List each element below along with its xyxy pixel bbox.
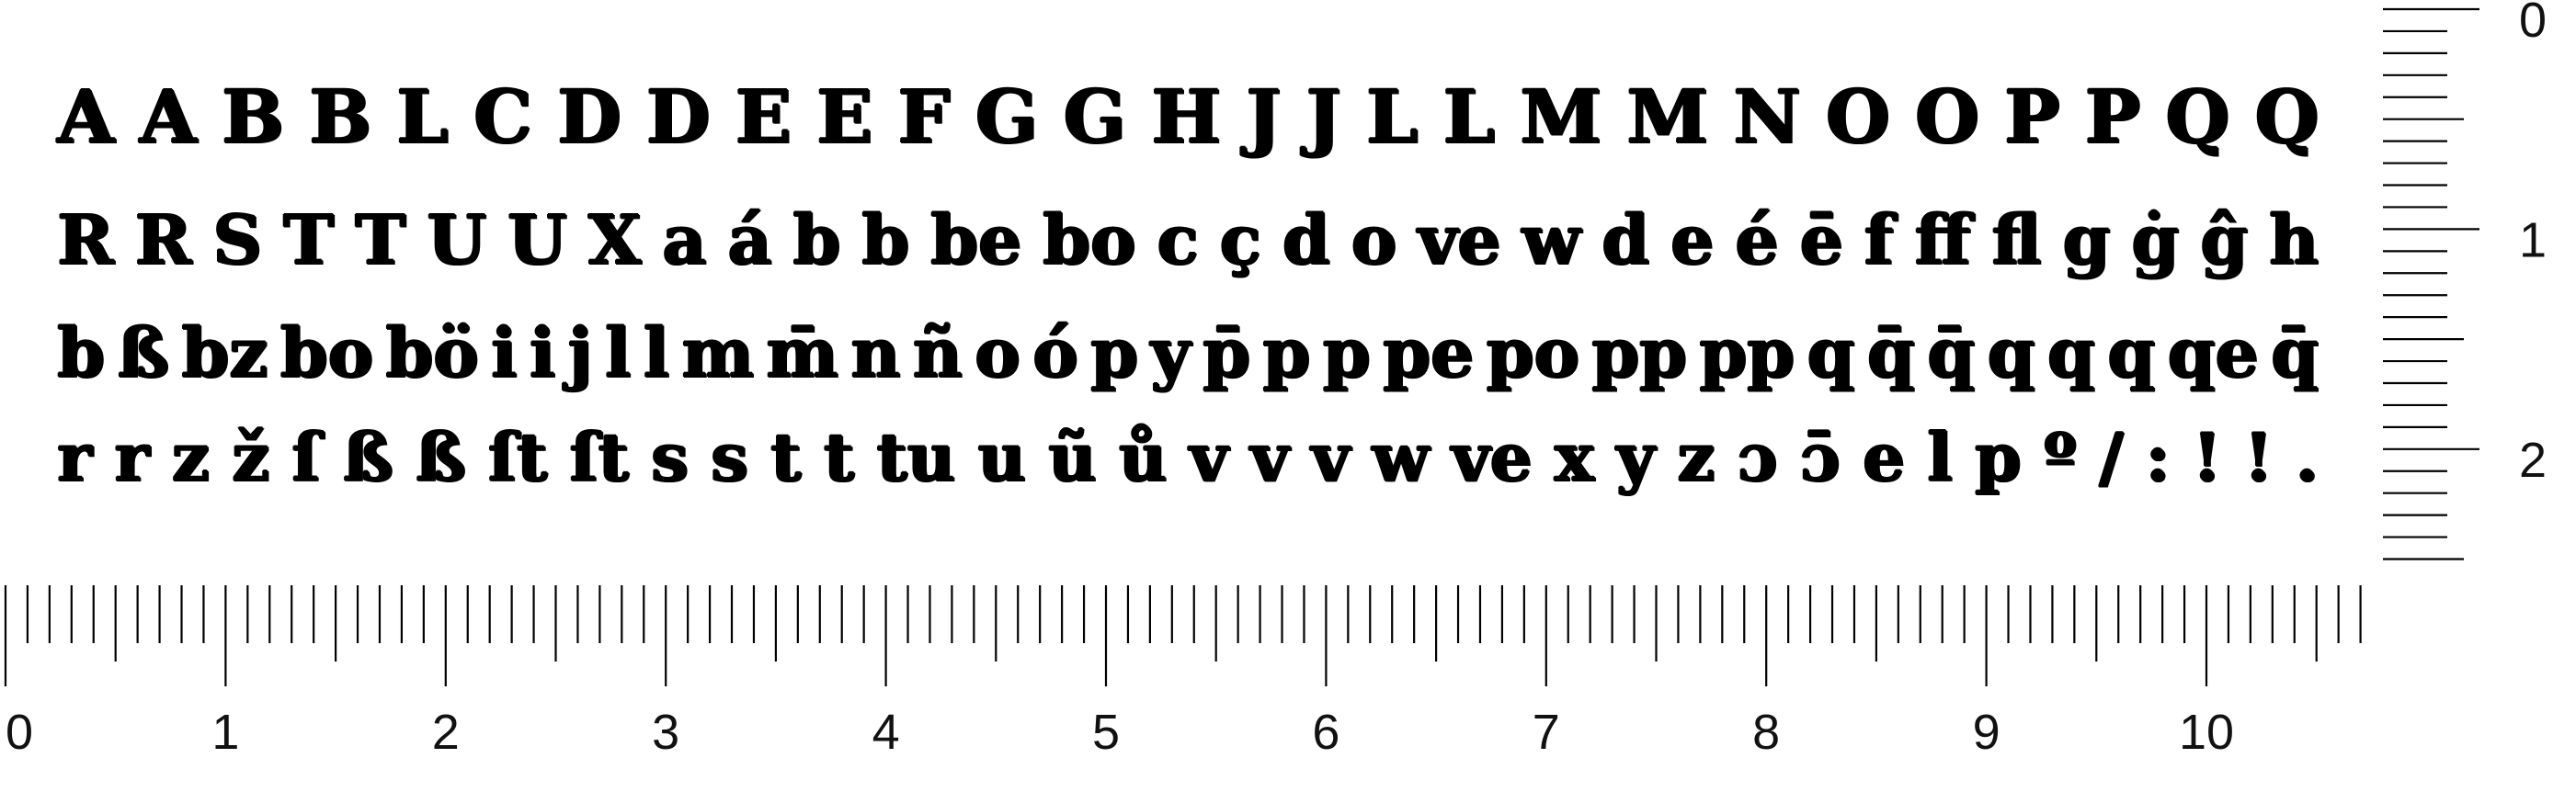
glyph: U bbox=[507, 201, 567, 280]
glyph: i bbox=[491, 314, 518, 393]
glyph: ũ bbox=[1047, 418, 1097, 496]
glyph-row-1 bbox=[57, 66, 2319, 167]
glyph: ve bbox=[1417, 201, 1501, 280]
ruler-label: 2 bbox=[2519, 432, 2548, 488]
glyph: r bbox=[57, 418, 92, 496]
glyph: q bbox=[2046, 314, 2095, 393]
glyph: T bbox=[282, 201, 334, 280]
glyph: w bbox=[1522, 201, 1580, 280]
glyph: b bbox=[57, 314, 105, 393]
glyph: o bbox=[1351, 201, 1396, 280]
glyph: ġ bbox=[2131, 201, 2179, 280]
glyph: á bbox=[727, 201, 772, 280]
glyph: N bbox=[1733, 74, 1801, 160]
glyph: S bbox=[212, 201, 262, 280]
glyph: o bbox=[975, 314, 1020, 393]
glyph: q bbox=[2107, 314, 2155, 393]
glyph: C bbox=[473, 74, 532, 160]
glyph: x bbox=[1554, 418, 1594, 496]
glyph: G bbox=[975, 74, 1038, 160]
glyph: M bbox=[1520, 74, 1601, 160]
glyph: l bbox=[1927, 418, 1953, 496]
glyph: m bbox=[681, 314, 754, 393]
glyph: e bbox=[1670, 201, 1714, 280]
glyph: ve bbox=[1451, 418, 1533, 496]
glyph: ɔ bbox=[1737, 418, 1778, 496]
glyph: X bbox=[587, 201, 641, 280]
glyph: E bbox=[735, 74, 792, 160]
glyph: s bbox=[651, 418, 689, 496]
glyph: D bbox=[645, 74, 711, 160]
glyph: ů bbox=[1118, 418, 1168, 496]
glyph: h bbox=[2268, 201, 2319, 280]
glyph: j bbox=[567, 314, 593, 393]
glyph: pp bbox=[1699, 314, 1795, 393]
glyph-row-4 bbox=[57, 407, 2319, 508]
glyph: O bbox=[1914, 74, 1979, 160]
ruler-label: 3 bbox=[652, 705, 680, 760]
ruler-label: 4 bbox=[872, 705, 900, 760]
glyph: J bbox=[1246, 74, 1282, 160]
ruler-label: 0 bbox=[2519, 0, 2548, 48]
ruler-label: 10 bbox=[2178, 705, 2235, 760]
glyph: g bbox=[2062, 201, 2111, 280]
glyph: q bbox=[1807, 314, 1855, 393]
ruler-label: 9 bbox=[1972, 705, 2000, 760]
glyph: bz bbox=[181, 314, 268, 393]
glyph: w bbox=[1372, 418, 1430, 496]
ruler-label: 2 bbox=[431, 705, 460, 760]
glyph: b bbox=[792, 201, 841, 280]
glyph-row-3 bbox=[57, 303, 2319, 404]
glyph: ff bbox=[1914, 201, 1971, 280]
glyph: ſt bbox=[487, 418, 548, 496]
glyph: ñ bbox=[912, 314, 963, 393]
glyph: . bbox=[2295, 418, 2319, 496]
glyph: ç bbox=[1219, 201, 1261, 280]
glyph: P bbox=[2084, 74, 2140, 160]
glyph: A bbox=[139, 74, 197, 160]
glyph: º bbox=[2043, 418, 2077, 496]
glyph: q bbox=[1987, 314, 2035, 393]
glyph: p bbox=[1974, 418, 2022, 496]
glyph: : bbox=[2145, 418, 2171, 496]
ruler-label: 8 bbox=[1752, 705, 1781, 760]
glyph: m̄ bbox=[766, 314, 838, 393]
glyph: n bbox=[850, 314, 900, 393]
horizontal-ruler bbox=[0, 574, 2390, 792]
glyph: a bbox=[662, 201, 707, 280]
glyph: B bbox=[309, 74, 371, 160]
glyph: q̄ bbox=[1866, 314, 1915, 393]
glyph: U bbox=[427, 201, 486, 280]
ruler-label: 1 bbox=[211, 705, 240, 760]
glyph: ſt bbox=[569, 418, 629, 496]
glyph: ē bbox=[1799, 201, 1843, 280]
glyph: H bbox=[1151, 74, 1221, 160]
glyph: c bbox=[1157, 201, 1199, 280]
glyph: P bbox=[2004, 74, 2060, 160]
glyph: r bbox=[114, 418, 150, 496]
glyph: b bbox=[861, 201, 909, 280]
glyph: fl bbox=[1991, 201, 2042, 280]
glyph: p bbox=[1089, 314, 1138, 393]
glyph: F bbox=[897, 74, 951, 160]
glyph: v bbox=[1310, 418, 1350, 496]
glyph: z bbox=[171, 418, 210, 496]
ruler-label: 6 bbox=[1312, 705, 1340, 760]
glyph: z bbox=[1677, 418, 1715, 496]
glyph: G bbox=[1063, 74, 1126, 160]
glyph: M bbox=[1626, 74, 1708, 160]
glyph: q̄ bbox=[2270, 314, 2319, 393]
glyph: pe bbox=[1383, 314, 1474, 393]
glyph-row-2 bbox=[57, 190, 2319, 291]
glyph: v bbox=[1189, 418, 1228, 496]
glyph: / bbox=[2098, 418, 2124, 496]
glyph: l bbox=[604, 314, 631, 393]
glyph: ſ bbox=[291, 418, 321, 496]
glyph: t bbox=[769, 418, 802, 496]
glyph: y bbox=[1615, 418, 1655, 496]
glyph: pp bbox=[1591, 314, 1687, 393]
glyph: v bbox=[1249, 418, 1289, 496]
glyph: be bbox=[930, 201, 1021, 280]
glyph: D bbox=[556, 74, 621, 160]
glyph: ĝ bbox=[2200, 201, 2248, 280]
glyph: ž bbox=[231, 418, 269, 496]
ruler-label: 7 bbox=[1532, 705, 1560, 760]
glyph: l bbox=[643, 314, 669, 393]
glyph: p bbox=[1262, 314, 1311, 393]
glyph: ɔ̄ bbox=[1799, 418, 1841, 496]
glyph: Q bbox=[2254, 74, 2319, 160]
glyph: u bbox=[977, 418, 1026, 496]
glyph: L bbox=[1442, 74, 1495, 160]
ruler-label: 0 bbox=[6, 705, 34, 760]
glyph: f bbox=[1864, 201, 1894, 280]
glyph: d bbox=[1601, 201, 1649, 280]
glyph: R bbox=[57, 201, 114, 280]
glyph: qe bbox=[2167, 314, 2259, 393]
glyph: R bbox=[134, 201, 192, 280]
glyph: T bbox=[355, 201, 406, 280]
glyph: é bbox=[1735, 201, 1779, 280]
glyph: Q bbox=[2165, 74, 2229, 160]
glyph: tu bbox=[876, 418, 955, 496]
glyph: s bbox=[710, 418, 748, 496]
glyph: L bbox=[1365, 74, 1419, 160]
ruler-label: 5 bbox=[1091, 705, 1121, 760]
glyph: L bbox=[396, 74, 449, 160]
glyph: q̄ bbox=[1927, 314, 1975, 393]
glyph: ó bbox=[1032, 314, 1078, 393]
glyph: A bbox=[57, 74, 115, 160]
glyph: d bbox=[1282, 201, 1330, 280]
ruler-label: 1 bbox=[2519, 212, 2548, 268]
glyph: i bbox=[529, 314, 555, 393]
glyph: e bbox=[1862, 418, 1905, 496]
glyph: E bbox=[816, 74, 872, 160]
glyph: ß bbox=[342, 418, 393, 496]
vertical-ruler bbox=[2381, 0, 2576, 588]
glyph: y bbox=[1150, 314, 1191, 393]
glyph: B bbox=[222, 74, 284, 160]
glyph: t bbox=[823, 418, 854, 496]
glyph: O bbox=[1825, 74, 1890, 160]
glyph: bo bbox=[279, 314, 373, 393]
glyph: ! bbox=[2243, 418, 2274, 496]
glyph: bo bbox=[1042, 201, 1136, 280]
glyph: J bbox=[1305, 74, 1341, 160]
glyph: po bbox=[1486, 314, 1579, 393]
glyph: ß bbox=[415, 418, 466, 496]
glyph: p̄ bbox=[1202, 314, 1250, 393]
glyph: ß bbox=[117, 314, 169, 393]
glyph: p bbox=[1322, 314, 1371, 393]
glyph: bö bbox=[385, 314, 479, 393]
glyph: ! bbox=[2192, 418, 2222, 496]
